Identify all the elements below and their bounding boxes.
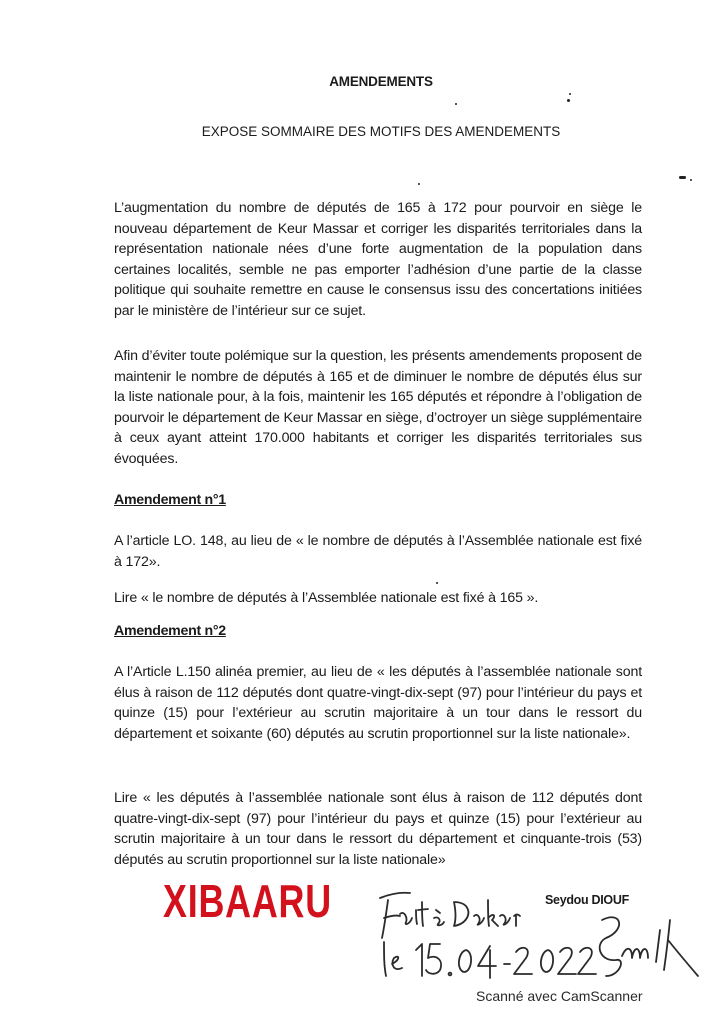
watermark-stamp: XIBAARU <box>163 875 332 927</box>
amendment-1-heading: Amendement n°1 <box>114 492 226 508</box>
scan-speck <box>418 183 420 185</box>
scan-speck <box>690 179 692 181</box>
scan-speck <box>679 176 686 179</box>
handwritten-signature <box>370 880 700 990</box>
amendment-2-text: A l’Article L.150 alinéa premier, au lieu de « les députés à l’assemblée nationale sont élus à raison de 112 députés dont quatre-vingt-dix-sept (97) pour l’intérieur du pays et quinze (15) pour l’extérieur au scrutin majoritaire à un tour dans le ressort du département et soixante (60) députés au scrutin proportionnel sur la liste nationale». <box>114 664 642 742</box>
document-subtitle: EXPOSE SOMMAIRE DES MOTIFS DES AMENDEMENTS <box>201 124 561 139</box>
amendment-2-heading: Amendement n°2 <box>114 623 226 639</box>
amendment-2-replacement: Lire « les députés à l’assemblée nationale sont élus à raison de 112 députés dont quatre-vingt-dix-sept (97) pour l’intérieur du pays et quinze (15) pour l’extérieur au scrutin majoritaire à un tour dans le ressort du département et cinquante-trois (53) députés au scrutin proportionnel sur la liste nationale» <box>114 790 642 868</box>
scan-speck <box>455 103 457 105</box>
document-title: AMENDEMENTS <box>329 74 433 89</box>
amendment-1-text: A l’article LO. 148, au lieu de « le nombre de députés à l’Assemblée nationale est fixé à 172». <box>114 533 642 570</box>
scan-speck <box>569 93 571 95</box>
scan-speck <box>567 99 570 102</box>
signatory-name: Seydou DIOUF <box>545 893 629 907</box>
paragraph-motifs-2: Afin d’éviter toute polémique sur la question, les présents amendements proposent de maintenir le nombre de députés à 165 et de diminuer le nombre de députés élus sur la liste nationale pour, à la fois, maintenir les 165 députés et répondre à l’obligation de pourvoir le département de Keur Massar en siège, d’octroyer un siège supplémentaire à ceux ayant atteint 170.000 habitants et corriger les disparités territoriales sus évoquées. <box>114 348 642 467</box>
scan-speck <box>436 582 438 584</box>
paragraph-motifs-1: L’augmentation du nombre de députés de 165 à 172 pour pourvoir en siège le nouveau département de Keur Massar et corriger les disparités territoriales dans la représentation nationale nées d’une forte augmentation de la population dans certaines localités, semble ne pas emporter l’adhésion d’une partie de la classe politique qui souhaite remettre en cause le consensus issu des concertations initiées par le ministère de l’intérieur sur ce sujet. <box>114 200 642 319</box>
amendment-1-replacement: Lire « le nombre de députés à l’Assemblée nationale est fixé à 165 ». <box>114 590 539 606</box>
scanner-note: Scanné avec CamScanner <box>476 988 643 1004</box>
